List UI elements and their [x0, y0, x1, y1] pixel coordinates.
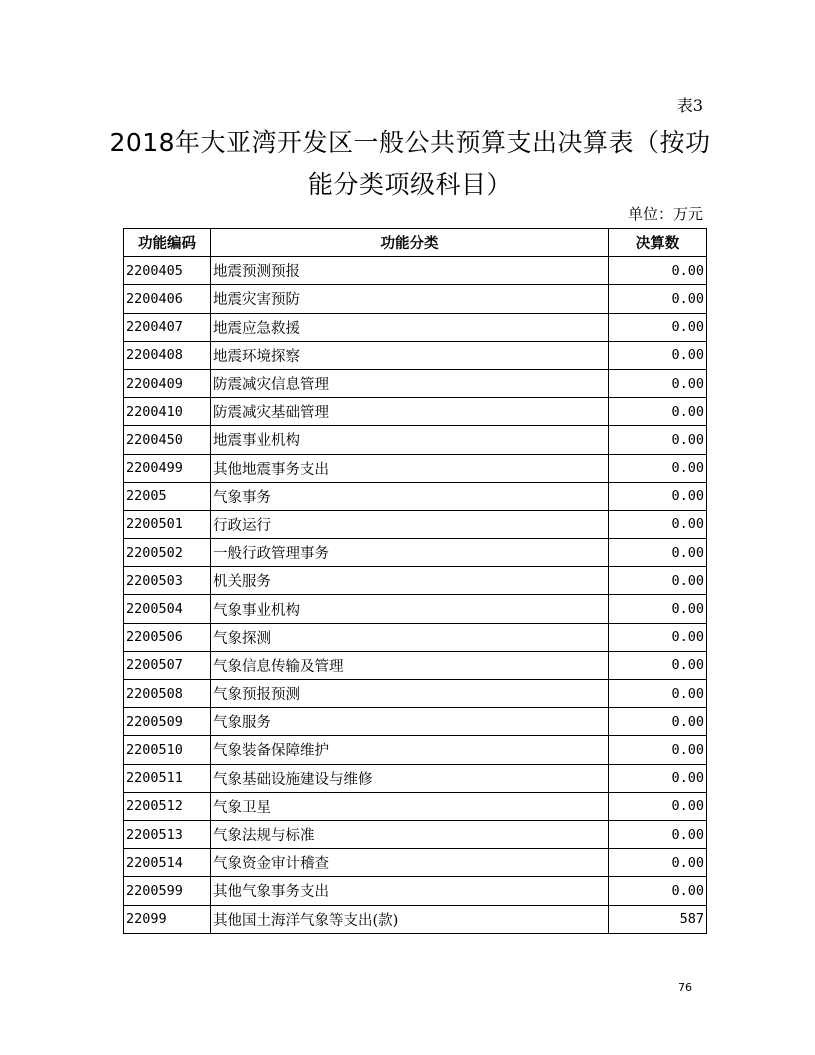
code-cell: 2200409 [124, 369, 211, 397]
page-number: 76 [678, 981, 692, 994]
code-cell: 2200512 [124, 792, 211, 820]
unit-label: 单位：万元 [627, 205, 703, 223]
amount-cell: 587 [609, 905, 707, 933]
code-cell: 2200408 [124, 341, 211, 369]
table-row [124, 849, 707, 877]
amount-cell: 0.00 [609, 792, 707, 820]
code-cell: 2200599 [124, 877, 211, 905]
category-cell: 其他国土海洋气象等支出(款) [211, 905, 609, 933]
amount-cell: 0.00 [609, 539, 707, 567]
category-cell: 地震灾害预防 [211, 285, 609, 313]
category-cell: 气象法规与标准 [211, 820, 609, 848]
code-cell: 2200406 [124, 285, 211, 313]
code-cell: 2200504 [124, 595, 211, 623]
code-cell: 2200514 [124, 849, 211, 877]
category-cell: 气象信息传输及管理 [211, 651, 609, 679]
code-cell: 2200502 [124, 539, 211, 567]
header-category: 功能分类 [211, 229, 609, 257]
category-cell: 行政运行 [211, 510, 609, 538]
table-row [124, 426, 707, 454]
table-row [124, 877, 707, 905]
code-cell: 2200511 [124, 764, 211, 792]
table-row [124, 567, 707, 595]
table-body [124, 257, 707, 934]
amount-cell: 0.00 [609, 567, 707, 595]
amount-cell: 0.00 [609, 285, 707, 313]
amount-cell: 0.00 [609, 708, 707, 736]
table-row [124, 651, 707, 679]
budget-table [123, 228, 707, 934]
code-cell: 22099 [124, 905, 211, 933]
category-cell: 气象资金审计稽查 [211, 849, 609, 877]
code-cell: 2200510 [124, 736, 211, 764]
table-row [124, 708, 707, 736]
category-cell: 气象卫星 [211, 792, 609, 820]
category-cell: 一般行政管理事务 [211, 539, 609, 567]
category-cell: 气象事业机构 [211, 595, 609, 623]
amount-cell: 0.00 [609, 623, 707, 651]
table-row [124, 510, 707, 538]
category-cell: 地震环境探察 [211, 341, 609, 369]
table-row [124, 595, 707, 623]
amount-cell: 0.00 [609, 510, 707, 538]
code-cell: 2200507 [124, 651, 211, 679]
code-cell: 2200410 [124, 398, 211, 426]
code-cell: 2200405 [124, 257, 211, 285]
table-row [124, 257, 707, 285]
header-amount: 决算数 [609, 229, 707, 257]
category-cell: 防震减灾基础管理 [211, 398, 609, 426]
amount-cell: 0.00 [609, 680, 707, 708]
code-cell: 2200506 [124, 623, 211, 651]
table-row [124, 680, 707, 708]
amount-cell: 0.00 [609, 764, 707, 792]
table-row [124, 764, 707, 792]
table-header-row [124, 229, 707, 257]
amount-cell: 0.00 [609, 877, 707, 905]
code-cell: 2200508 [124, 680, 211, 708]
amount-cell: 0.00 [609, 398, 707, 426]
amount-cell: 0.00 [609, 257, 707, 285]
table-label: 表3 [676, 96, 703, 115]
code-cell: 2200407 [124, 313, 211, 341]
table-row [124, 285, 707, 313]
header-code: 功能编码 [124, 229, 211, 257]
title-line-2: 能分类项级科目） [307, 170, 512, 199]
table-row [124, 454, 707, 482]
code-cell: 2200509 [124, 708, 211, 736]
category-cell: 气象预报预测 [211, 680, 609, 708]
amount-cell: 0.00 [609, 849, 707, 877]
table-row [124, 482, 707, 510]
category-cell: 气象基础设施建设与维修 [211, 764, 609, 792]
amount-cell: 0.00 [609, 341, 707, 369]
table-row [124, 539, 707, 567]
amount-cell: 0.00 [609, 820, 707, 848]
category-cell: 地震应急救援 [211, 313, 609, 341]
title-line-1: 2018年大亚湾开发区一般公共预算支出决算表（按功 [109, 128, 711, 157]
table-row [124, 341, 707, 369]
amount-cell: 0.00 [609, 426, 707, 454]
category-cell: 其他地震事务支出 [211, 454, 609, 482]
amount-cell: 0.00 [609, 313, 707, 341]
page-title [100, 122, 720, 206]
amount-cell: 0.00 [609, 454, 707, 482]
category-cell: 气象事务 [211, 482, 609, 510]
code-cell: 22005 [124, 482, 211, 510]
code-cell: 2200499 [124, 454, 211, 482]
amount-cell: 0.00 [609, 736, 707, 764]
amount-cell: 0.00 [609, 651, 707, 679]
code-cell: 2200513 [124, 820, 211, 848]
category-cell: 气象探测 [211, 623, 609, 651]
table-row [124, 623, 707, 651]
category-cell: 机关服务 [211, 567, 609, 595]
table-row [124, 398, 707, 426]
table-row [124, 792, 707, 820]
category-cell: 其他气象事务支出 [211, 877, 609, 905]
code-cell: 2200501 [124, 510, 211, 538]
amount-cell: 0.00 [609, 482, 707, 510]
amount-cell: 0.00 [609, 595, 707, 623]
code-cell: 2200503 [124, 567, 211, 595]
table-row [124, 313, 707, 341]
category-cell: 地震预测预报 [211, 257, 609, 285]
table-row [124, 736, 707, 764]
code-cell: 2200450 [124, 426, 211, 454]
category-cell: 气象服务 [211, 708, 609, 736]
table-row [124, 905, 707, 933]
table-row [124, 820, 707, 848]
category-cell: 防震减灾信息管理 [211, 369, 609, 397]
category-cell: 气象装备保障维护 [211, 736, 609, 764]
table-row [124, 369, 707, 397]
amount-cell: 0.00 [609, 369, 707, 397]
category-cell: 地震事业机构 [211, 426, 609, 454]
